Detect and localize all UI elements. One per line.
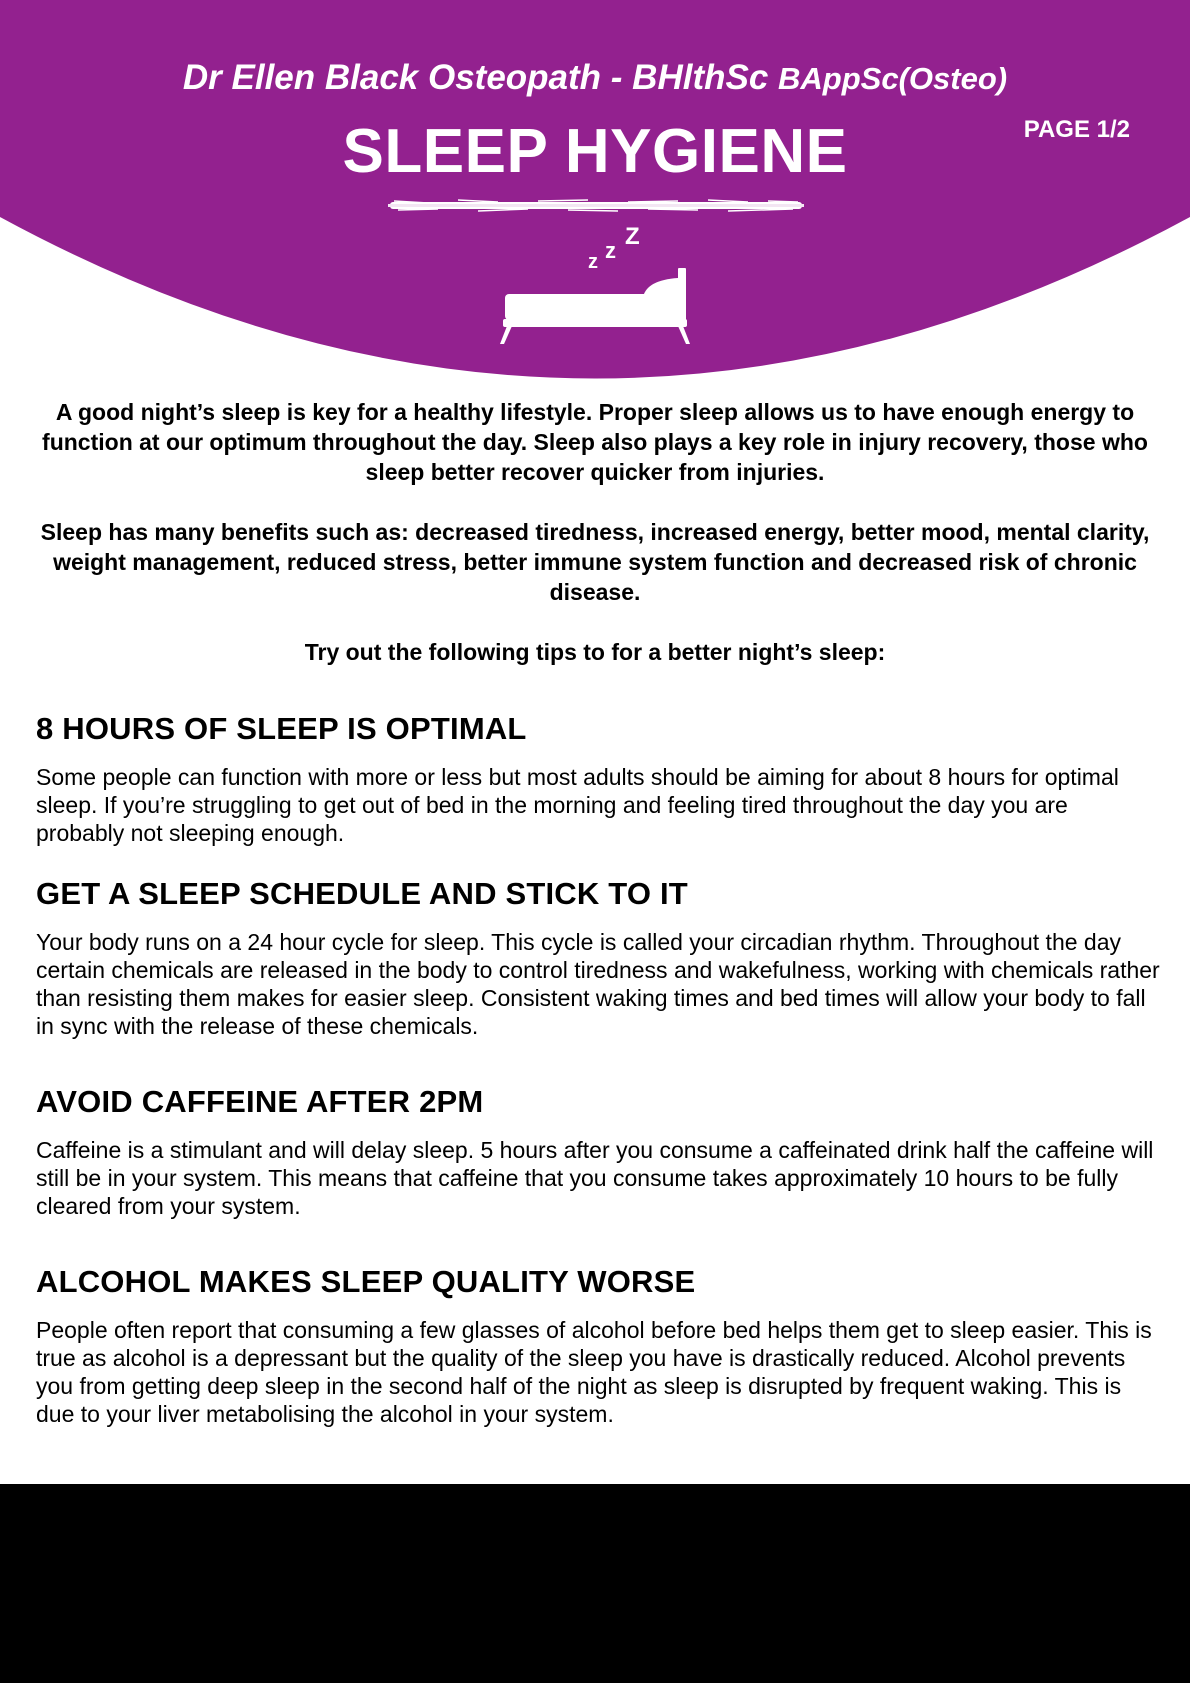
tip-heading: AVOID CAFFEINE AFTER 2PM [36,1084,484,1119]
tip-body: Caffeine is a stimulant and will delay sleep. 5 hours after you consume a caffeinated drink half the caffeine will still be in your system. This means that caffeine that you consume takes approximately 10 hours to be fully cleared from your system. [36,1137,1154,1219]
benefits-paragraph: Sleep has many benefits such as: decreased tiredness, increased energy, better mood, mental clarity, weight management, reduced stress, better immune system function and decreased risk of chronic disease. [40,519,1150,605]
svg-text:z: z [588,251,598,273]
tip-body: Some people can function with more or less but most adults should be aiming for about 8 hours for optimal sleep. If you’re struggling to get out of bed in the morning and feeling tired throughout the day you are probably not sleeping enough. [36,764,1119,846]
title-underline [388,199,804,212]
tip-section [36,875,1160,1040]
tip-heading: ALCOHOL MAKES SLEEP QUALITY WORSE [36,1264,696,1299]
bed-icon [495,222,695,346]
tips-sections [36,710,1160,1428]
tip-body: People often report that consuming a few glasses of alcohol before bed helps them get to sleep easier. This is true as alcohol is a depressant but the quality of the sleep you have is drastically reduced. Alcohol prevents you from getting deep sleep in the second half of the night as sleep is disrupted by frequent waking. This is due to your liver metabolising the alcohol in your system. [36,1317,1152,1427]
tip-body: Your body runs on a 24 hour cycle for sleep. This cycle is called your circadian rhythm. Throughout the day certain chemicals are released in the body to control tiredness and wakefulness, working with chemicals rather than resisting them makes for easier sleep. Consistent waking times and bed times will allow your body to fall in sync with the release of these chemicals. [36,929,1160,1039]
footer-bar [0,1484,1190,1683]
tip-heading: GET A SLEEP SCHEDULE AND STICK TO IT [36,876,688,911]
tip-section [36,1263,1160,1428]
zzz-icon: Z [625,223,640,250]
intro [40,397,1150,697]
tip-section [36,1083,1160,1220]
tip-heading: 8 HOURS OF SLEEP IS OPTIMAL [36,711,527,746]
tips-lead: Try out the following tips to for a better night’s sleep: [304,639,886,665]
svg-text:z: z [605,238,616,263]
page-number: PAGE 1/2 [1023,116,1130,143]
page-title: SLEEP HYGIENE [342,117,848,186]
intro-paragraph: A good night’s sleep is key for a healthy lifestyle. Proper sleep allows us to have enough energy to function at our optimum throughout the day. Sleep also plays a key role in injury recovery, those who sleep better recover quicker from injuries. [42,399,1148,485]
author-name: Dr Ellen Black Osteopath - BHlthSc [182,58,769,97]
author-qualifications: BAppSc(Osteo) [778,61,1008,96]
tip-section [36,710,1160,847]
author-credentials [0,56,1190,101]
